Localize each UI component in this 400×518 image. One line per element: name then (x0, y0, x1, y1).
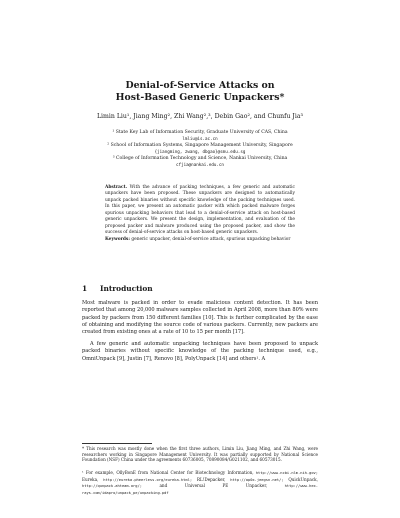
affiliation-1-email: lmliu@is.ac.cn (182, 136, 218, 141)
affiliation-2: ² School of Information Systems, Singapore Management University, Singapore (107, 143, 293, 148)
affiliation-1: ¹ State Key Lab of Information Security, Graduate University of CAS, China (112, 130, 288, 135)
abstract (105, 185, 295, 243)
author-list: Limin Liu¹, Jiang Ming², Zhi Wang²,³, Debin Gao², and Chunfu Jia³ (96, 113, 304, 120)
paper-title-line-2: Host-Based Generic Unpackers* (115, 92, 285, 103)
footnote-star: * This research was mostly done when the first three authors, Limin Liu, Jiang Ming, and Zhi Wang, were researchers working in Singapore Management University. It was partially supported by National Science Foundation (NSF) China under the agreements 60736005, 70890084/G021102, and 60573015. (82, 446, 318, 463)
footnote-1-text-3: QuickUnpack, (288, 476, 318, 482)
footnote-1 (82, 470, 318, 497)
footnote-1-text-2: RL!Depacker, (196, 476, 226, 482)
abstract-label: Abstract. (105, 185, 128, 190)
footnote-1-url-3[interactable]: http://ap0x.jeegsn.net/; (230, 477, 284, 482)
paper-title-line-1: Denial-of-Service Attacks on (125, 80, 275, 91)
footnote-1-url-1[interactable]: http://www.ncbi.nlm.nih.gov; (255, 471, 318, 475)
affiliation-2-email: {jiangming, zwang, dbgao}@smu.edu.sg (154, 149, 246, 154)
section-number: 1 (82, 284, 88, 293)
section-title: Introduction (100, 284, 153, 293)
intro-paragraph-1: Most malware is packed in order to evade malicious content detection. It has been reported that among 20,000 malware samples collected in April 2008, more than 80% were packed by packers from 150 different families [10]. This is further complicated by the ease of obtaining and modifying the source code of various packers. Currently, new packers are created from existing ones at a rate of 10 to 15 per month [17]. (82, 300, 318, 336)
abstract-text: With the advance of packing techniques, a few generic and automatic unpackers have been proposed. These unpackers are designed to automatically unpack packed binaries without specific knowledge of the packing techniques used. In this paper, we present an automatic packer with which packed malware forges spurious unpacking behaviors that lead to a denial-of-service attack on host-based generic unpackers. We present the design, implementation, and evaluation of the proposed packer and malware produced using the proposed packer, and show the success of denial-of-service attacks on host-based generic unpackers. (105, 185, 295, 236)
section-heading (82, 284, 153, 293)
keywords-label: Keywords: (105, 236, 130, 242)
intro-paragraph-2: A few generic and automatic unpacking techniques have been proposed to unpack packed binaries without specific knowledge of the packing technique used, e.g., OmniUnpack [9], Justin [7], Renovo [8], PolyUnpack [14] and others¹. A (82, 341, 318, 362)
footnote-1-url-4[interactable]: http://qunpack.ahteam.org/; (82, 484, 142, 489)
footnote-1-prefix: ¹ For example, OllyBonE from National Center for Biotechnology Information, (82, 470, 254, 475)
footnote-1-url-2[interactable]: http://eureka.pheerless.org/eureka.html; (103, 477, 193, 482)
affiliation-3: ³ College of Information Technology and Science, Nankai University, China (112, 156, 288, 161)
footnote-1-text-4: and Universal PE Unpacker, (159, 483, 268, 489)
footnote-1-url-5[interactable]: http://www.hex-rays.com/idapro/unpack_pe/unpacking.pdf (82, 484, 318, 496)
affiliation-3-email: cfjia@nankai.edu.cn (176, 162, 224, 167)
keywords-text: generic unpacker, denial-of-service attack, spurious unpacking behavior (131, 236, 291, 242)
footnote-rule (82, 443, 152, 444)
footnote-1-text-1: Eureka, (82, 476, 99, 482)
